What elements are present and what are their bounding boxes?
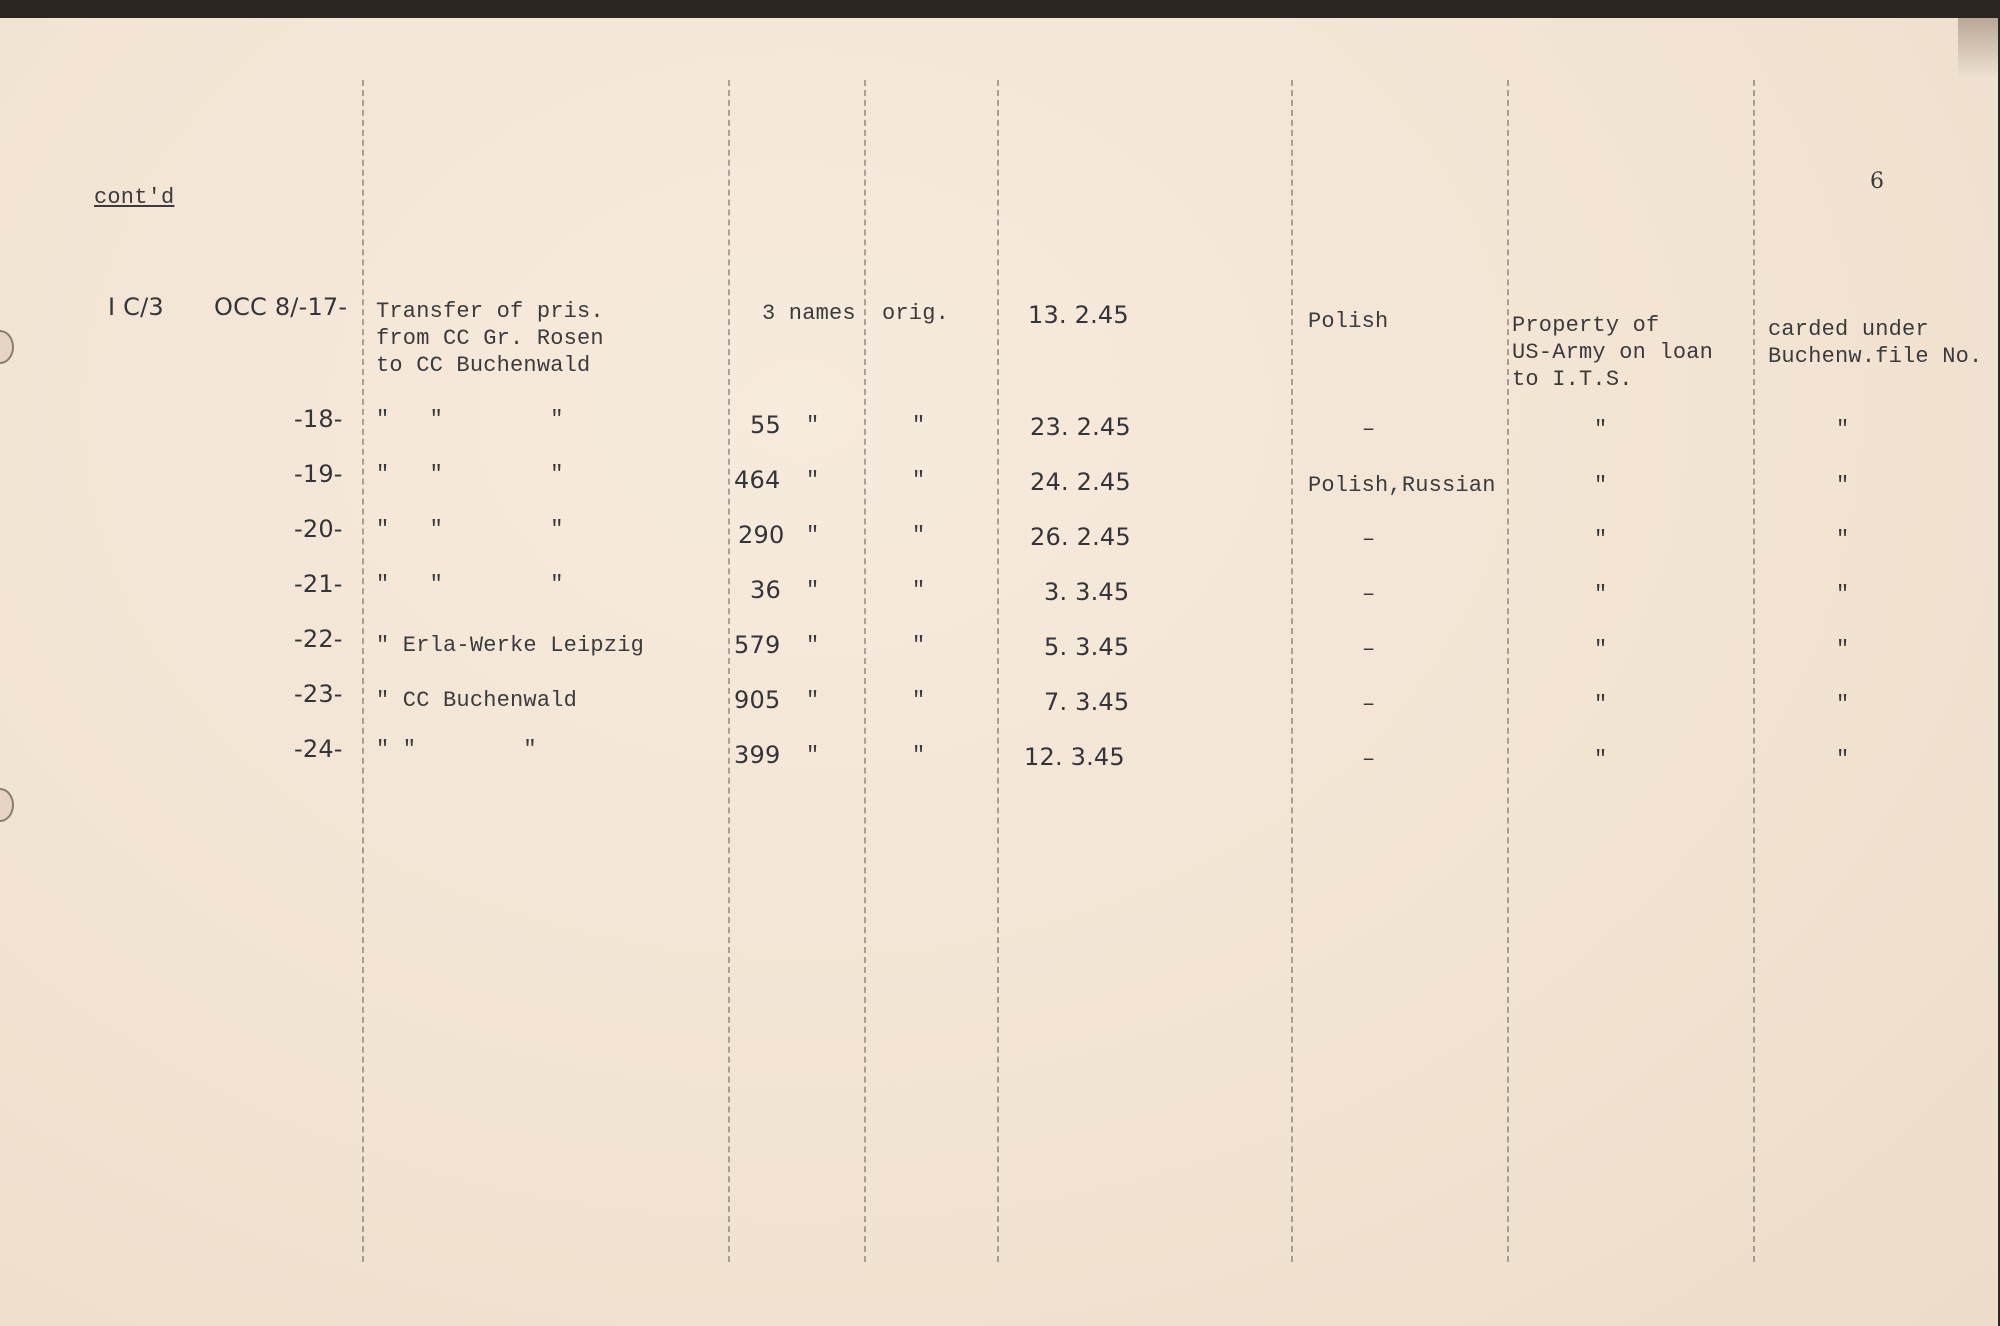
row-description: " " " [376,462,564,487]
row-number: -21- [294,570,343,598]
column-rule [1753,80,1755,1262]
row-names: " [806,578,820,603]
column-rule [997,80,999,1262]
names-count: 3 names [762,301,856,326]
row-count: 55 [750,411,781,439]
row-number: -20- [294,515,343,543]
row-names: " [806,633,820,658]
column-rule [362,80,364,1262]
row-date: 7. 3.45 [1044,688,1130,716]
row-carded: " [1836,582,1850,607]
row-orig: " [912,413,926,438]
row-carded: " [1836,473,1850,498]
row-orig: " [912,688,926,713]
row-count: 905 [734,686,781,714]
row-property: " [1594,637,1608,662]
row-description: " " " [376,737,537,762]
row-carded: " [1836,747,1850,772]
row-date: 26. 2.45 [1030,523,1131,551]
row-number: -24- [294,735,343,763]
category-code: I C/3 [108,293,164,321]
binder-hole-lower [0,788,14,822]
row-count: 36 [750,576,781,604]
row-date: 24. 2.45 [1030,468,1131,496]
row-nationality: – [1362,637,1376,662]
row-names: " [806,743,820,768]
row-number: -19- [294,460,343,488]
property-line: to I.T.S. [1512,367,1633,392]
carded-line: Buchenw.file No. [1768,344,1983,369]
row-names: " [806,688,820,713]
row-description: " " " [376,517,564,542]
row-names: " [806,523,820,548]
row-description: " CC Buchenwald [376,688,578,713]
row-carded: " [1836,417,1850,442]
contd-label: cont'd [94,185,175,210]
row-property: " [1594,747,1608,772]
date: 13. 2.45 [1028,301,1129,329]
row-carded: " [1836,527,1850,552]
column-rule [1507,80,1509,1262]
row-carded: " [1836,692,1850,717]
column-rule [864,80,866,1262]
book-edge [1958,18,1998,78]
carded-line: carded under [1768,317,1929,342]
binder-hole-upper [0,330,14,364]
row-date: 5. 3.45 [1044,633,1130,661]
description-line: Transfer of pris. [376,299,604,324]
row-number: -22- [294,625,343,653]
row-number: -23- [294,680,343,708]
row-nationality: – [1362,692,1376,717]
row-names: " [806,468,820,493]
column-rule [1291,80,1293,1262]
row-count: 464 [734,466,781,494]
orig-label: orig. [882,301,950,326]
row-property: " [1594,527,1608,552]
row-date: 3. 3.45 [1044,578,1130,606]
row-count: 290 [738,521,785,549]
row-orig: " [912,578,926,603]
row-nationality: Polish,Russian [1308,473,1496,498]
row-count: 399 [734,741,781,769]
column-rule [728,80,730,1262]
description-line: from CC Gr. Rosen [376,326,604,351]
row-nationality: – [1362,417,1376,442]
ledger-page [0,18,1998,1326]
row-property: " [1594,582,1608,607]
row-orig: " [912,633,926,658]
row-orig: " [912,468,926,493]
reference-number: OCC 8/-17- [214,293,348,321]
row-property: " [1594,473,1608,498]
row-carded: " [1836,637,1850,662]
row-description: " " " [376,572,564,597]
row-description: " Erla-Werke Leipzig [376,633,645,658]
row-date: 23. 2.45 [1030,413,1131,441]
row-nationality: – [1362,527,1376,552]
row-names: " [806,413,820,438]
row-orig: " [912,523,926,548]
page-number: 6 [1870,169,1885,194]
nationality: Polish [1308,309,1389,334]
row-nationality: – [1362,582,1376,607]
row-number: -18- [294,405,343,433]
row-count: 579 [734,631,781,659]
property-line: US-Army on loan [1512,340,1714,365]
row-nationality: – [1362,747,1376,772]
row-description: " " " [376,407,564,432]
row-property: " [1594,417,1608,442]
row-date: 12. 3.45 [1024,743,1125,771]
row-orig: " [912,743,926,768]
description-line: to CC Buchenwald [376,353,591,378]
row-property: " [1594,692,1608,717]
property-line: Property of [1512,313,1660,338]
